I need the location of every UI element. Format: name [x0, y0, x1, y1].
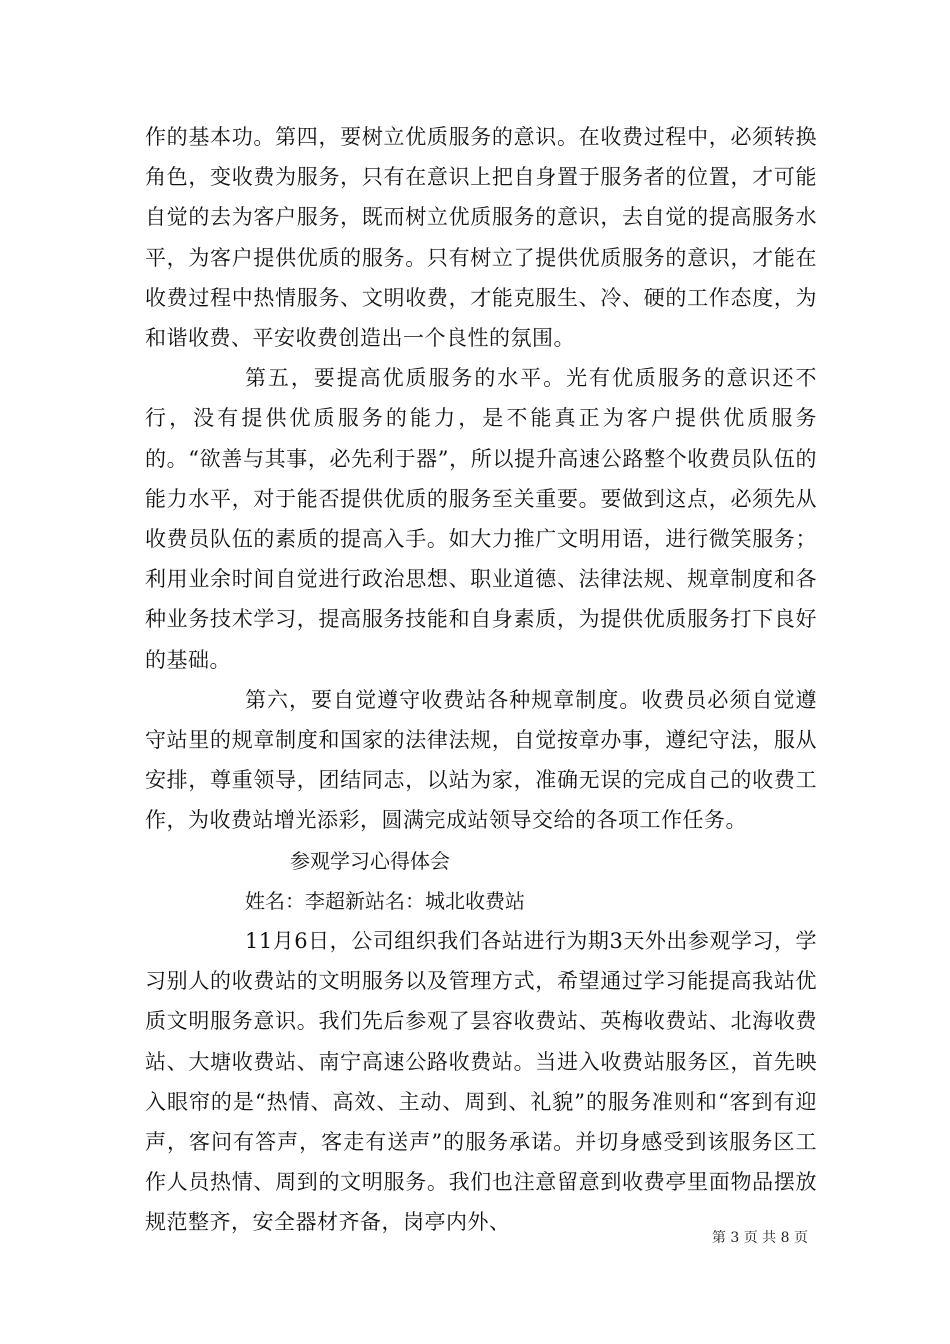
- paragraph-fifth-point: 第五，要提高优质服务的水平。光有优质服务的意识还不行，没有提供优质服务的能力，是不能真正为客户提供优质服务的。“欲善与其事，必先利于器”，所以提升高速公路整个收费员队伍的能力水平，对于能否提供优质的服务至关重要。要做到这点，必须先从收费员队伍的素质的提高入手。如大力推广文明用语，进行微笑服务；利用业余时间自觉进行政治思想、职业道德、法律法规、规章制度和各种业务技术学习，提高服务技能和自身素质，为提供优质服务打下良好的基础。: [145, 366, 817, 672]
- paragraph-sixth-point: 第六，要自觉遵守收费站各种规章制度。收费员必须自觉遵守站里的规章制度和国家的法律法规，自觉按章办事，遵纪守法，服从安排，尊重领导，团结同志，以站为家，准确无误的完成自己的收费工作，为收费站增光添彩，圆满完成站领导交给的各项工作任务。: [145, 687, 817, 833]
- document-body: [145, 117, 817, 1243]
- essay-paragraph: 11月6日，公司组织我们各站进行为期3天外出参观学习，学习别人的收费站的文明服务以及管理方式，希望通过学习能提高我站优质文明服务意识。我们先后参观了昙容收费站、英梅收费站、北海收费站、大塘收费站、南宁高速公路收费站。当进入收费站服务区，首先映入眼帘的是“热情、高效、主动、周到、礼貌”的服务准则和“客到有迎声，客问有答声，客走有送声”的服务承诺。并切身感受到该服务区工作人员热情、周到的文明服务。我们也注意留意到收费亭里面物品摆放规范整齐，安全器材齐备，岗亭内外、: [145, 929, 817, 1235]
- page-number-footer: 第 3 页 共 8 页: [711, 1230, 808, 1246]
- author-line: 姓名：李超新站名：城北收费站: [245, 888, 525, 913]
- paragraph-fourth-point: 作的基本功。第四，要树立优质服务的意识。在收费过程中，必须转换角色，变收费为服务，只有在意识上把自身置于服务者的位置，才可能自觉的去为客户服务，既而树立优质服务的意识，去自觉的提高服务水平，为客户提供优质的服务。只有树立了提供优质服务的意识，才能在收费过程中热情服务、文明收费，才能克服生、冷、硬的工作态度，为和谐收费、平安收费创造出一个良性的氛围。: [145, 125, 817, 351]
- essay-title: 参观学习心得体会: [290, 848, 450, 873]
